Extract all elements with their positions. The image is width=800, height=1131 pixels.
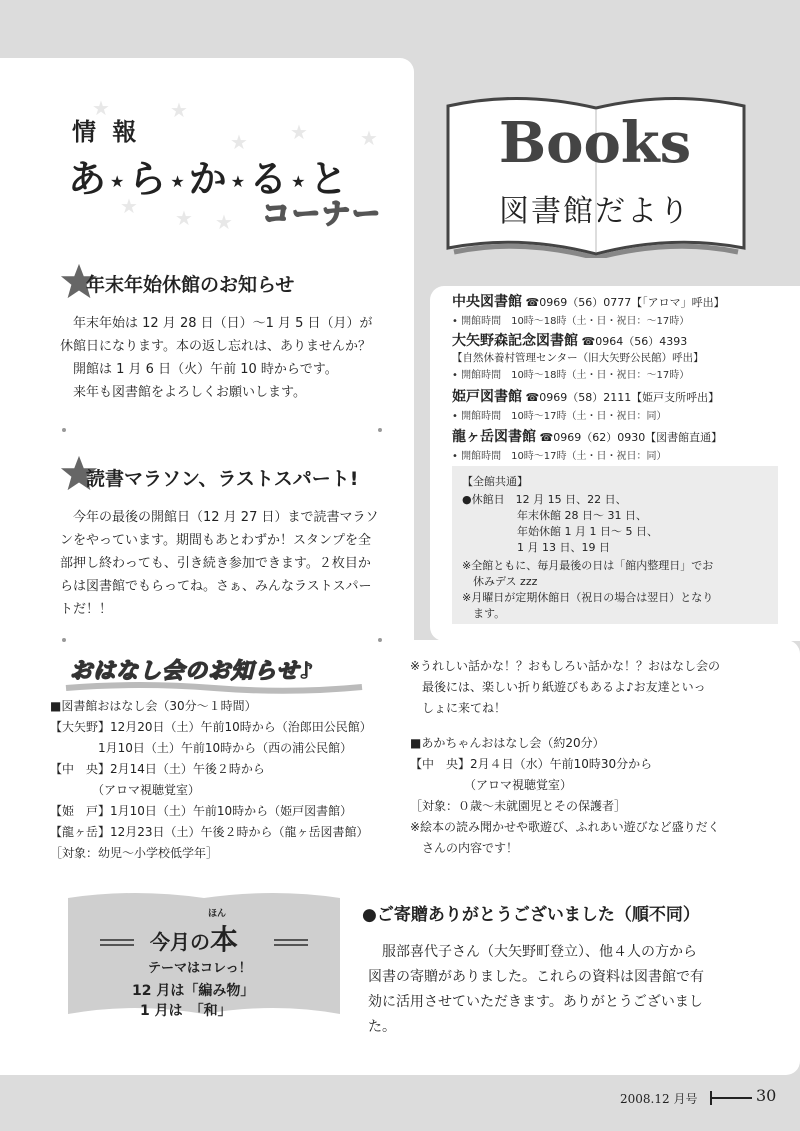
section-title-nenmatsu: 年末年始休館のお知らせ <box>86 274 295 296</box>
body-line: ンをやっています。期間もあとわずか！スタンプを全 <box>60 533 371 548</box>
library-name: 姫戸図書館 <box>452 389 522 405</box>
body-line: 開館は 1 月 6 日（火）午前 10 時からです。 <box>60 362 338 377</box>
common-line: ●休館日 12 月 15 日、22 日、 <box>462 493 627 506</box>
thanks-title: ●ご寄贈ありがとうございました（順不同） <box>362 905 700 925</box>
body-line: らは図書館でもらってね。さぁ、みんなラストスパー <box>60 579 372 594</box>
decor-star-icon: ★ <box>290 120 308 144</box>
library-tel: ☎0969（58）2111【姫戸支所呼出】 <box>525 391 720 404</box>
header-corner: コーナー <box>262 197 383 230</box>
schedule-line: ［対象：幼児～小学校低学年］ <box>50 846 219 860</box>
decor-star-icon: ★ <box>215 210 233 234</box>
body-line: 今年の最後の開館日（12 月 27 日）まで読書マラソ <box>60 510 379 525</box>
body-line: 部押し終わっても、引き続き参加できます。２枚目か <box>60 556 371 571</box>
common-line: 年末休館 28 日～ 31 日、 <box>462 509 647 522</box>
star-icon: ★ <box>291 172 308 191</box>
library-extra: 【自然休養村管理センター（旧大矢野公民館）呼出】 <box>452 352 704 364</box>
month-book-title <box>150 918 238 958</box>
library-entry <box>452 291 725 327</box>
thanks-body <box>368 940 768 1040</box>
star-icon: ★ <box>110 172 127 191</box>
divider-dot <box>378 428 382 432</box>
library-name: 龍ヶ岳図書館 <box>452 429 536 445</box>
body-line: 年末年始は 12 月 28 日（日）～1 月 5 日（月）が <box>60 316 373 331</box>
body-line: 来年も図書館をよろしくお願いします。 <box>60 385 306 400</box>
schedule-line: ※うれしい話かな！？おもしろい話かな！？おはなし会の <box>410 659 721 673</box>
common-line: 休みデス zzz <box>462 575 538 588</box>
library-hours: • 開館時間 10時～18時（土・日・祝日：～17時） <box>452 316 690 327</box>
schedule-line <box>410 719 720 733</box>
library-entry <box>452 386 719 422</box>
thanks-line: 効に活用させていただきます。ありがとうございまし <box>368 994 703 1010</box>
schedule-line: ※絵本の読み聞かせや歌遊び、ふれあい遊びなど盛りだく <box>410 820 720 834</box>
page-number: 30 <box>756 1086 777 1105</box>
library-hours: • 開館時間 10時～18時（土・日・祝日：～17時） <box>452 370 690 381</box>
library-entry <box>452 426 722 462</box>
library-tel: ☎0964（56）4393 <box>581 335 688 348</box>
schedule-line: 【中 央】2月４日（水）午前10時30分から <box>410 757 653 771</box>
common-line: 年始休館 1 月 1 日～ 5 日、 <box>462 525 658 538</box>
schedule-line: 【大矢野】12月20日（土）午前10時から（治郎田公民館） <box>50 720 372 734</box>
library-entry <box>452 330 704 381</box>
books-title: Books <box>498 110 692 176</box>
decor-star-icon: ★ <box>175 206 193 230</box>
decor-star-icon: ★ <box>92 96 110 120</box>
header-joho: 情 報 <box>72 118 141 146</box>
decor-star-icon: ★ <box>360 126 378 150</box>
ohanashi-right-schedule <box>410 656 720 859</box>
star-icon: ★ <box>230 172 248 191</box>
schedule-line: （アロマ視聴覚室） <box>410 778 573 792</box>
body-line: トだ！！ <box>60 602 113 617</box>
section-body-marathon <box>60 506 378 621</box>
thanks-line: た。 <box>368 1019 396 1035</box>
schedule-line: ［対象：０歳～未就園児とその保護者］ <box>410 799 627 813</box>
divider-dot <box>62 638 66 642</box>
schedule-line: （アロマ視聴覚室） <box>50 783 201 797</box>
schedule-line: 【姫 戸】1月10日（土）午前10時から（姫戸図書館） <box>50 804 353 818</box>
month-book-theme: テーマはコレっ！ <box>148 961 252 976</box>
header-char: か <box>188 157 229 201</box>
section-title-marathon: 読書マラソン、ラストスパート! <box>86 468 359 490</box>
schedule-line: ■図書館おはなし会（30分～１時間） <box>50 699 257 713</box>
schedule-line: しょに来てね！ <box>410 701 507 715</box>
footer-issue: 2008.12 月号 <box>620 1092 698 1106</box>
decor-star-icon: ★ <box>170 98 188 122</box>
library-hours: • 開館時間 10時～17時（土・日・祝日：同） <box>452 411 667 422</box>
month-book-dec: 12 月は「編み物」 <box>132 983 255 999</box>
decor-star-icon: ★ <box>120 194 138 218</box>
divider-dot <box>378 638 382 642</box>
library-name: 中央図書館 <box>452 294 522 310</box>
library-tel: ☎0969（56）0777【「アロマ」呼出】 <box>525 296 725 309</box>
month-book-title-main: 本 <box>210 923 239 956</box>
footer-rule <box>712 1097 752 1099</box>
common-line: ます。 <box>462 607 506 620</box>
schedule-line: さんの内容です！ <box>410 841 519 855</box>
divider-dot <box>62 428 66 432</box>
header-char: ら <box>128 157 169 201</box>
ohanashi-left-schedule <box>50 696 372 864</box>
schedule-line: 1月10日（土）午前10時から（西の浦公民館） <box>50 741 353 755</box>
thanks-line: 服部喜代子さん（大矢野町登立）、他４人の方から <box>368 944 697 960</box>
header-char: あ <box>68 157 109 201</box>
thanks-line: 図書の寄贈がありました。これらの資料は図書館で有 <box>368 969 704 985</box>
decor-star-icon: ★ <box>230 130 248 154</box>
month-book-jan: 1 月は 「和」 <box>140 1003 232 1019</box>
month-book-title-prefix: 今月の <box>150 930 210 954</box>
ohanashi-title: おはなし会のお知らせ♪ <box>70 659 315 684</box>
common-line: ※月曜日が定期休館日（祝日の場合は翌日）となり <box>462 591 714 604</box>
library-hours: • 開館時間 10時～17時（土・日・祝日：同） <box>452 451 667 462</box>
section-body-nenmatsu <box>60 312 373 404</box>
body-line: 休館日になります。本の返し忘れは、ありませんか？ <box>60 339 371 354</box>
month-book-ruby: ほん <box>208 909 227 919</box>
common-notice-box <box>452 466 778 624</box>
library-name: 大矢野森記念図書館 <box>452 333 578 349</box>
header-char: る <box>249 157 290 201</box>
schedule-line: 最後には、楽しい折り紙遊びもあるよ♪お友達といっ <box>410 680 706 694</box>
schedule-line: 【龍ヶ岳】12月23日（土）午後２時から（龍ヶ岳図書館） <box>50 825 369 839</box>
schedule-line: 【中 央】2月14日（土）午後２時から <box>50 762 265 776</box>
library-tel: ☎0969（62）0930【図書館直通】 <box>539 431 723 444</box>
common-line: ※全館ともに、毎月最後の日は「館内整理日」でお <box>462 559 714 572</box>
common-line: 1 月 13 日、19 日 <box>462 541 610 554</box>
star-icon: ★ <box>170 172 187 191</box>
schedule-line: ■あかちゃんおはなし会（約20分） <box>410 736 605 750</box>
books-subtitle: 図書館だより <box>499 194 691 229</box>
header-char: と <box>309 157 350 201</box>
common-title: 【全館共通】 <box>462 475 528 488</box>
